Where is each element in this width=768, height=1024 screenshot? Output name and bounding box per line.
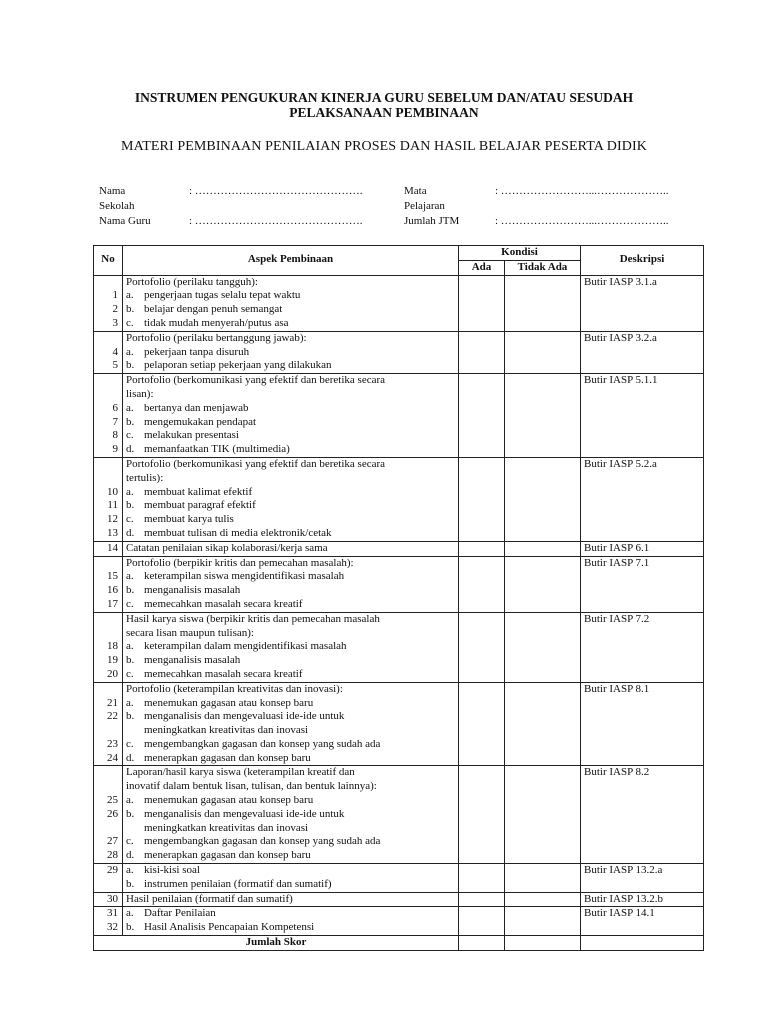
item-number	[97, 878, 118, 892]
item-number: 11	[107, 499, 118, 512]
jumlah-tidak-ada-cell[interactable]	[505, 936, 581, 951]
item-letter: b.	[126, 584, 135, 597]
aspek-line	[126, 849, 455, 863]
row-numbers	[94, 374, 123, 458]
deskripsi-cell: Butir IASP 14.1	[581, 907, 704, 936]
aspek-text: Hasil penilaian (formatif dan sumatif)	[126, 892, 293, 905]
header-tidak-ada: Tidak Ada	[505, 260, 581, 275]
header-kondisi: Kondisi	[459, 246, 581, 261]
row-aspek	[123, 892, 459, 907]
deskripsi-cell: Butir IASP 3.2.a	[581, 331, 704, 373]
item-letter: c.	[126, 737, 134, 750]
item-number: 2	[112, 303, 118, 316]
aspek-text: keterampilan siswa mengidentifikasi masalah	[144, 570, 345, 583]
aspek-line	[126, 276, 455, 290]
mata-value: : ……………………...………………..	[495, 185, 669, 197]
aspek-text: membuat paragraf efektif	[144, 499, 256, 512]
item-number: 29	[107, 864, 118, 877]
row-numbers	[94, 682, 123, 766]
aspek-text: mengembangkan gagasan dan konsep yang sudah ada	[144, 835, 381, 848]
header-no: No	[94, 246, 123, 276]
item-number: 30	[107, 892, 118, 905]
header-deskripsi: Deskripsi	[581, 246, 704, 276]
item-number	[97, 374, 118, 388]
aspek-line	[126, 907, 455, 921]
aspek-line	[126, 443, 455, 457]
aspek-text: Portofolio (perilaku tangguh):	[126, 275, 258, 288]
table-row	[94, 682, 704, 766]
item-number: 21	[107, 696, 118, 709]
aspek-line	[126, 402, 455, 416]
aspek-line	[126, 486, 455, 500]
item-number: 27	[107, 835, 118, 848]
nama-value: : ……………………………………….	[189, 185, 363, 197]
header-aspek: Aspek Pembinaan	[123, 246, 459, 276]
deskripsi-cell: Butir IASP 7.1	[581, 556, 704, 612]
ada-cell[interactable]	[459, 374, 505, 458]
item-letter: a.	[126, 401, 134, 414]
aspek-line	[126, 780, 455, 794]
row-aspek	[123, 907, 459, 936]
info-values-left	[189, 184, 363, 229]
aspek-line	[126, 458, 455, 472]
aspek-line	[126, 429, 455, 443]
aspek-text: membuat karya tulis	[144, 513, 234, 526]
item-number: 8	[112, 429, 118, 442]
aspek-line	[126, 499, 455, 513]
aspek-text: Portofolio (perilaku bertanggung jawab):	[126, 331, 307, 344]
aspek-text: Hasil Analisis Pencapaian Kompetensi	[144, 921, 315, 934]
row-aspek	[123, 556, 459, 612]
aspek-text: tidak mudah menyerah/putus asa	[144, 316, 289, 329]
aspek-line	[126, 697, 455, 711]
item-letter: b.	[126, 359, 135, 372]
item-number	[97, 388, 118, 402]
aspek-line	[126, 332, 455, 346]
aspek-text: memecahkan masalah secara kreatif	[144, 667, 303, 680]
aspek-line	[126, 317, 455, 331]
aspek-text: belajar dengan penuh semangat	[144, 303, 283, 316]
item-number	[97, 780, 118, 794]
aspek-text: inovatif dalam bentuk lisan, tulisan, dan bentuk lainnya):	[126, 780, 377, 793]
aspek-line	[126, 640, 455, 654]
info-values-right	[495, 184, 669, 229]
aspek-text: menganalisis masalah	[144, 654, 241, 667]
aspek-line	[126, 822, 455, 836]
item-letter: c.	[126, 429, 134, 442]
aspek-line	[126, 613, 455, 627]
row-aspek	[123, 457, 459, 541]
deskripsi-cell: Butir IASP 13.2.b	[581, 892, 704, 907]
aspek-text: membuat kalimat efektif	[144, 485, 253, 498]
aspek-line	[126, 557, 455, 571]
row-aspek	[123, 864, 459, 893]
item-number: 5	[112, 359, 118, 372]
item-number	[97, 683, 118, 697]
tidak-ada-cell[interactable]	[505, 864, 581, 893]
aspek-line	[126, 724, 455, 738]
tidak-ada-cell[interactable]	[505, 275, 581, 331]
aspek-text: lisan):	[126, 387, 154, 400]
nama-guru-label: Nama Guru	[99, 215, 151, 227]
ada-cell[interactable]	[459, 541, 505, 556]
item-letter: c.	[126, 835, 134, 848]
assessment-table	[93, 245, 704, 951]
tidak-ada-cell[interactable]	[505, 374, 581, 458]
aspek-text: pelaporan setiap pekerjaan yang dilakukan	[144, 359, 332, 372]
deskripsi-cell: Butir IASP 6.1	[581, 541, 704, 556]
item-letter: c.	[126, 316, 134, 329]
deskripsi-cell: Butir IASP 13.2.a	[581, 864, 704, 893]
table-row	[94, 541, 704, 556]
item-number	[97, 458, 118, 472]
deskripsi-cell: Butir IASP 5.2.a	[581, 457, 704, 541]
aspek-text: menganalisis dan mengevaluasi ide-ide untuk	[144, 710, 345, 723]
ada-cell[interactable]	[459, 556, 505, 612]
aspek-line	[126, 794, 455, 808]
item-number: 18	[107, 640, 118, 653]
item-letter: a.	[126, 570, 134, 583]
aspek-line	[126, 878, 455, 892]
aspek-text: instrumen penilaian (formatif dan sumatif)	[144, 877, 332, 890]
item-number: 17	[107, 597, 118, 610]
row-aspek	[123, 374, 459, 458]
aspek-line	[126, 346, 455, 360]
aspek-line	[126, 584, 455, 598]
row-aspek	[123, 541, 459, 556]
item-number: 22	[107, 710, 118, 723]
aspek-text: pengerjaan tugas selalu tepat waktu	[144, 289, 301, 302]
aspek-line	[126, 921, 455, 935]
item-number: 10	[107, 485, 118, 498]
row-aspek	[123, 612, 459, 682]
item-number	[97, 724, 118, 738]
aspek-line	[126, 752, 455, 766]
item-number: 24	[107, 751, 118, 764]
aspek-line	[126, 893, 455, 907]
item-letter: d.	[126, 849, 135, 862]
item-number: 19	[107, 654, 118, 667]
row-numbers	[94, 612, 123, 682]
row-numbers	[94, 331, 123, 373]
item-letter: a.	[126, 289, 134, 302]
aspek-line	[126, 570, 455, 584]
tidak-ada-cell[interactable]	[505, 331, 581, 373]
ada-cell[interactable]	[459, 612, 505, 682]
aspek-line	[126, 513, 455, 527]
item-letter: a.	[126, 696, 134, 709]
aspek-line	[126, 808, 455, 822]
item-letter: c.	[126, 667, 134, 680]
item-number	[97, 627, 118, 641]
item-letter: a.	[126, 794, 134, 807]
item-number: 15	[107, 570, 118, 583]
row-aspek	[123, 331, 459, 373]
ada-cell[interactable]	[459, 331, 505, 373]
aspek-text: Daftar Penilaian	[144, 907, 216, 920]
aspek-line	[126, 359, 455, 373]
ada-cell[interactable]	[459, 457, 505, 541]
nama-guru-value: : ……………………………………….	[189, 215, 363, 227]
item-number: 13	[107, 526, 118, 539]
item-letter: b.	[126, 921, 135, 934]
aspek-line	[126, 303, 455, 317]
item-letter: d.	[126, 526, 135, 539]
page-title-line-1: INSTRUMEN PENGUKURAN KINERJA GURU SEBELUM DAN/ATAU SESUDAH	[134, 90, 634, 105]
row-numbers	[94, 541, 123, 556]
tidak-ada-cell[interactable]	[505, 907, 581, 936]
row-aspek	[123, 682, 459, 766]
aspek-text: Portofolio (berkomunikasi yang efektif dan beretika secara	[126, 457, 386, 470]
aspek-text: memanfaatkan TIK (multimedia)	[144, 443, 290, 456]
row-numbers	[94, 892, 123, 907]
item-letter: b.	[126, 654, 135, 667]
deskripsi-cell: Butir IASP 5.1.1	[581, 374, 704, 458]
tidak-ada-cell[interactable]	[505, 682, 581, 766]
aspek-text: menganalisis masalah	[144, 584, 241, 597]
row-numbers	[94, 907, 123, 936]
item-number: 25	[107, 794, 118, 807]
page-subtitle: MATERI PEMBINAAN PENILAIAN PROSES DAN HASIL BELAJAR PESERTA DIDIK	[121, 139, 647, 154]
item-number	[97, 276, 118, 290]
table-row	[94, 374, 704, 458]
tidak-ada-cell[interactable]	[505, 541, 581, 556]
aspek-text: menganalisis dan mengevaluasi ide-ide untuk	[144, 807, 345, 820]
aspek-text: menerapkan gagasan dan konsep baru	[144, 849, 311, 862]
item-letter: a.	[126, 485, 134, 498]
item-number: 32	[107, 921, 118, 934]
aspek-line	[126, 416, 455, 430]
aspek-line	[126, 472, 455, 486]
item-letter: a.	[126, 640, 134, 653]
info-labels-left	[99, 184, 151, 229]
aspek-text: mengembangkan gagasan dan konsep yang sudah ada	[144, 737, 381, 750]
item-number: 31	[107, 907, 118, 920]
row-numbers	[94, 556, 123, 612]
item-letter: c.	[126, 513, 134, 526]
aspek-line	[126, 683, 455, 697]
item-letter: b.	[126, 303, 135, 316]
item-number: 20	[107, 667, 118, 680]
mata-label: Mata	[404, 185, 427, 197]
ada-cell[interactable]	[459, 892, 505, 907]
ada-cell[interactable]	[459, 766, 505, 864]
item-number: 23	[107, 737, 118, 750]
row-numbers	[94, 457, 123, 541]
table-row	[94, 556, 704, 612]
aspek-line	[126, 374, 455, 388]
row-aspek	[123, 766, 459, 864]
table-row	[94, 892, 704, 907]
table-row	[94, 766, 704, 864]
ada-cell[interactable]	[459, 864, 505, 893]
item-letter: d.	[126, 443, 135, 456]
item-number: 1	[112, 289, 118, 302]
item-number	[97, 332, 118, 346]
item-number	[97, 613, 118, 627]
aspek-text: keterampilan dalam mengidentifikasi masalah	[144, 640, 347, 653]
item-letter: b.	[126, 710, 135, 723]
item-letter: a.	[126, 345, 134, 358]
item-letter: a.	[126, 864, 134, 877]
aspek-text: membuat tulisan di media elektronik/cetak	[144, 526, 332, 539]
ada-cell[interactable]	[459, 907, 505, 936]
aspek-line	[126, 527, 455, 541]
page-title-line-2: PELAKSANAAN PEMBINAAN	[289, 105, 479, 120]
jtm-label: Jumlah JTM	[404, 215, 460, 227]
item-letter: b.	[126, 415, 135, 428]
item-number: 26	[107, 807, 118, 820]
row-numbers	[94, 766, 123, 864]
table-row	[94, 907, 704, 936]
aspek-line	[126, 654, 455, 668]
deskripsi-cell: Butir IASP 8.1	[581, 682, 704, 766]
table-row	[94, 457, 704, 541]
deskripsi-cell: Butir IASP 8.2	[581, 766, 704, 864]
item-number: 7	[112, 415, 118, 428]
aspek-text: Portofolio (berpikir kritis dan pemecahan masalah):	[126, 556, 354, 569]
item-number	[97, 822, 118, 836]
tidak-ada-cell[interactable]	[505, 766, 581, 864]
aspek-text: meningkatkan kreativitas dan inovasi	[144, 821, 309, 834]
aspek-text: menemukan gagasan atau konsep baru	[144, 794, 314, 807]
aspek-line	[126, 542, 455, 556]
aspek-line	[126, 668, 455, 682]
aspek-text: memecahkan masalah secara kreatif	[144, 597, 303, 610]
aspek-line	[126, 710, 455, 724]
item-letter: b.	[126, 877, 135, 890]
ada-cell[interactable]	[459, 275, 505, 331]
jumlah-deskripsi-cell	[581, 936, 704, 951]
aspek-text: menemukan gagasan atau konsep baru	[144, 696, 314, 709]
aspek-text: tertulis):	[126, 471, 164, 484]
item-letter: b.	[126, 807, 135, 820]
aspek-line	[126, 289, 455, 303]
item-number	[97, 472, 118, 486]
aspek-line	[126, 598, 455, 612]
aspek-text: mengemukakan pendapat	[144, 415, 257, 428]
row-numbers	[94, 275, 123, 331]
item-number: 6	[112, 401, 118, 414]
info-labels-right	[404, 184, 459, 229]
aspek-text: Hasil karya siswa (berpikir kritis dan pemecahan masalah	[126, 612, 380, 625]
aspek-line	[126, 738, 455, 752]
jumlah-ada-cell[interactable]	[459, 936, 505, 951]
aspek-text: kisi-kisi soal	[144, 864, 200, 877]
aspek-text: Portofolio (keterampilan kreativitas dan inovasi):	[126, 682, 343, 695]
aspek-text: Catatan penilaian sikap kolaborasi/kerja sama	[126, 541, 328, 554]
item-number	[97, 766, 118, 780]
jumlah-skor-label: Jumlah Skor	[94, 936, 459, 951]
row-numbers	[94, 864, 123, 893]
aspek-text: menerapkan gagasan dan konsep baru	[144, 751, 311, 764]
aspek-text: pekerjaan tanpa disuruh	[144, 345, 250, 358]
aspek-text: melakukan presentasi	[144, 429, 239, 442]
tidak-ada-cell[interactable]	[505, 612, 581, 682]
item-letter: c.	[126, 597, 134, 610]
aspek-line	[126, 835, 455, 849]
table-row	[94, 864, 704, 893]
item-number: 16	[107, 584, 118, 597]
aspek-text: Portofolio (berkomunikasi yang efektif dan beretika secara	[126, 374, 386, 387]
item-number: 12	[107, 513, 118, 526]
ada-cell[interactable]	[459, 682, 505, 766]
aspek-text: secara lisan maupun tulisan):	[126, 626, 254, 639]
table-row	[94, 275, 704, 331]
item-number: 28	[107, 849, 118, 862]
item-letter: d.	[126, 751, 135, 764]
item-letter: a.	[126, 907, 134, 920]
nama-label: Nama	[99, 185, 126, 197]
item-number	[97, 557, 118, 571]
aspek-text: Laporan/hasil karya siswa (keterampilan kreatif dan	[126, 766, 355, 779]
aspek-line	[126, 388, 455, 402]
aspek-line	[126, 627, 455, 641]
item-number: 14	[107, 541, 118, 554]
table-row	[94, 331, 704, 373]
tidak-ada-cell[interactable]	[505, 892, 581, 907]
aspek-line	[126, 864, 455, 878]
row-aspek	[123, 275, 459, 331]
sekolah-label: Sekolah	[99, 200, 135, 212]
deskripsi-cell: Butir IASP 3.1.a	[581, 275, 704, 331]
item-number: 4	[112, 345, 118, 358]
jtm-value: : ……………………...………………..	[495, 215, 669, 227]
aspek-text: bertanya dan menjawab	[144, 401, 249, 414]
header-ada: Ada	[459, 260, 505, 275]
table-body	[94, 275, 704, 935]
table-row	[94, 612, 704, 682]
pelajaran-label: Pelajaran	[404, 200, 445, 212]
item-letter: b.	[126, 499, 135, 512]
item-number: 3	[112, 316, 118, 329]
aspek-text: meningkatkan kreativitas dan inovasi	[144, 724, 309, 737]
tidak-ada-cell[interactable]	[505, 556, 581, 612]
deskripsi-cell: Butir IASP 7.2	[581, 612, 704, 682]
item-number: 9	[112, 443, 118, 456]
tidak-ada-cell[interactable]	[505, 457, 581, 541]
aspek-line	[126, 766, 455, 780]
